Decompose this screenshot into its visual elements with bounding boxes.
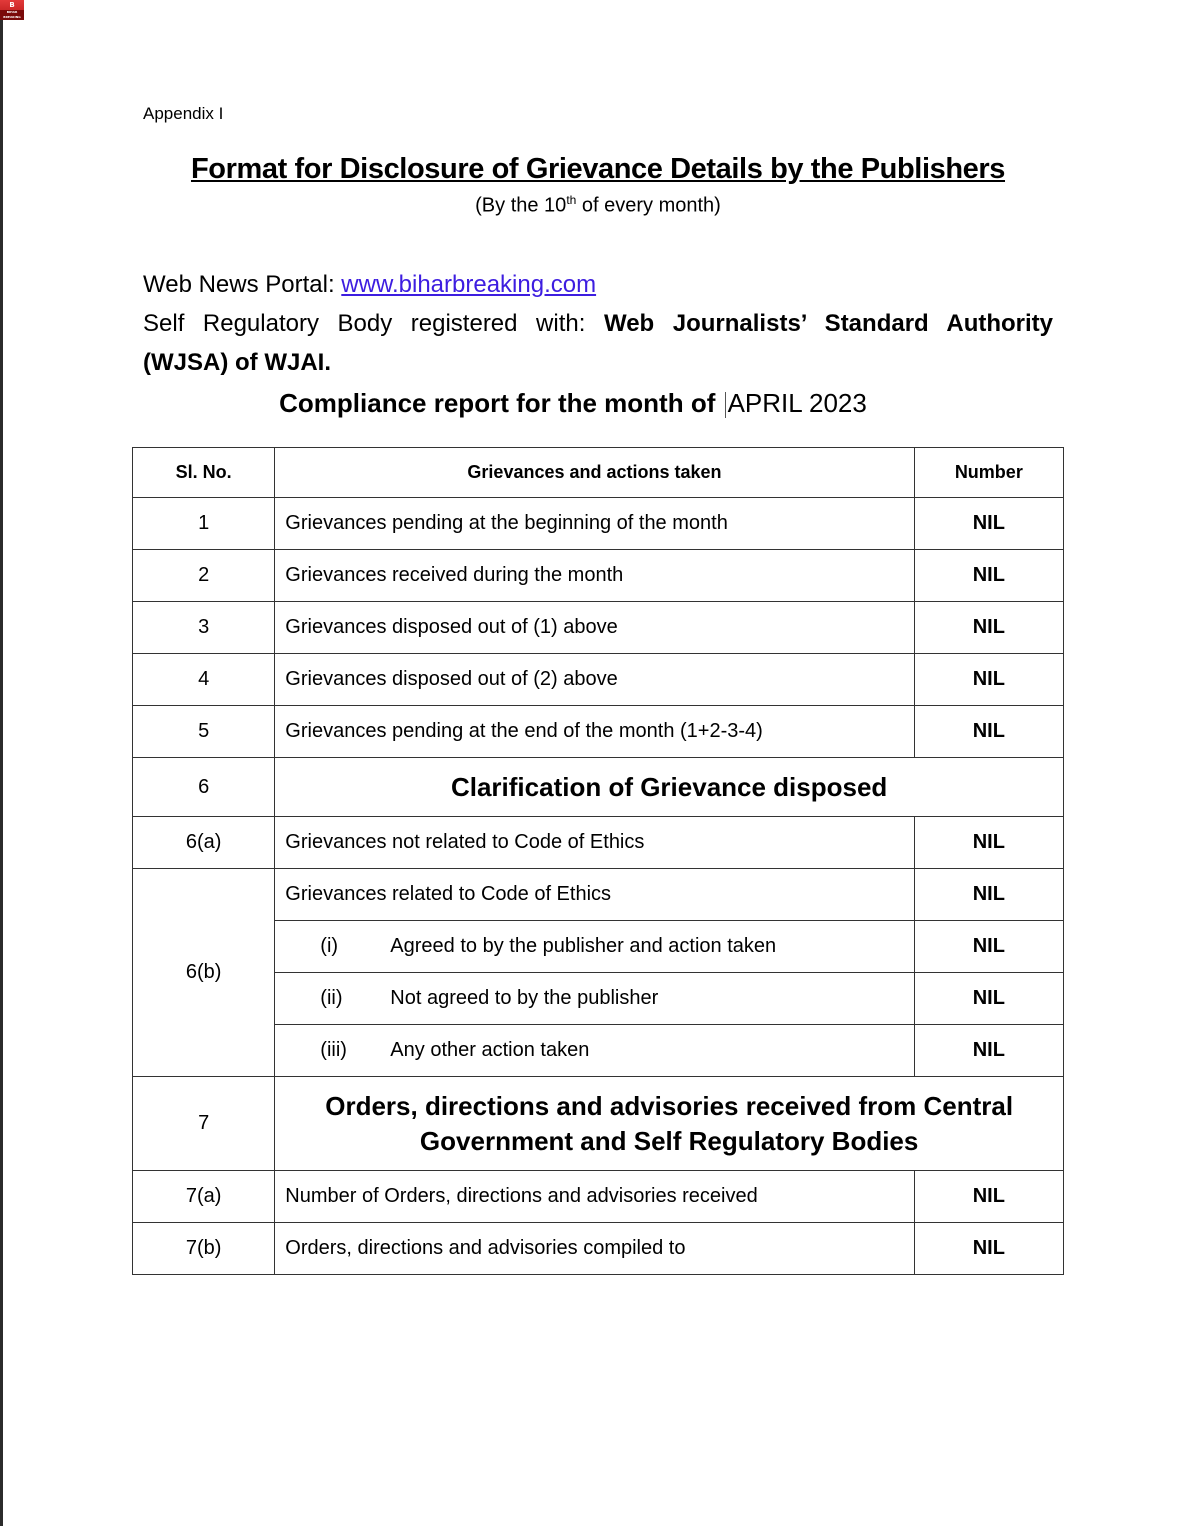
row-num: NIL xyxy=(914,550,1063,602)
table-row xyxy=(133,706,1064,758)
row-desc: Number of Orders, directions and advisories received xyxy=(275,1171,914,1223)
row-sl: 1 xyxy=(133,498,275,550)
section-7-title xyxy=(275,1077,1064,1171)
subrow-text: Not agreed to by the publisher xyxy=(390,987,659,1009)
document-title: Format for Disclosure of Grievance Details by the Publishers xyxy=(190,153,1006,185)
section-6-sl: 6 xyxy=(133,758,275,817)
row-num: NIL xyxy=(914,706,1063,758)
self-regulatory-body-line xyxy=(143,310,1053,338)
row-num: NIL xyxy=(914,1025,1063,1077)
header-grievances: Grievances and actions taken xyxy=(275,448,914,498)
row-num: NIL xyxy=(914,921,1063,973)
row-sl: 7(a) xyxy=(133,1171,275,1223)
row-sl: 4 xyxy=(133,654,275,706)
row-num: NIL xyxy=(914,869,1063,921)
row-num: NIL xyxy=(914,1223,1063,1275)
document-subtitle xyxy=(0,193,1186,218)
row-num: NIL xyxy=(914,817,1063,869)
table-row-6a xyxy=(133,817,1064,869)
section-6-title: Clarification of Grievance disposed xyxy=(275,758,1064,817)
subtitle-sup: th xyxy=(566,193,577,207)
row-num: NIL xyxy=(914,654,1063,706)
row-sl: 2 xyxy=(133,550,275,602)
section-7-sl: 7 xyxy=(133,1077,275,1171)
row-desc: Grievances pending at the beginning of the month xyxy=(275,498,914,550)
row-desc: Grievances received during the month xyxy=(275,550,914,602)
row-sl: 5 xyxy=(133,706,275,758)
section-6-row xyxy=(133,758,1064,817)
subtitle-prefix: (By the 10 xyxy=(475,194,567,217)
row-sl: 6(b) xyxy=(133,869,275,1077)
row-sl: 7(b) xyxy=(133,1223,275,1275)
subrow-text: Any other action taken xyxy=(390,1039,590,1061)
subrow-text: Agreed to by the publisher and action taken xyxy=(390,935,777,957)
header-number: Number xyxy=(914,448,1063,498)
portal-link[interactable]: www.biharbreaking.com xyxy=(341,271,597,298)
appendix-label: Appendix I xyxy=(143,104,224,123)
srb-body-name: Web Journalists’ Standard Authority xyxy=(603,310,1054,337)
table-row-6b xyxy=(133,869,1064,921)
row-desc: Grievances disposed out of (1) above xyxy=(275,602,914,654)
subrow-desc xyxy=(275,921,914,973)
web-news-portal xyxy=(143,271,596,299)
row-num: NIL xyxy=(914,498,1063,550)
row-desc: Grievances disposed out of (2) above xyxy=(275,654,914,706)
srb-body-name-cont: (WJSA) of WJAI. xyxy=(143,349,331,376)
portal-label: Web News Portal: xyxy=(143,271,342,298)
row-sl: 6(a) xyxy=(133,817,275,869)
subrow-desc xyxy=(275,973,914,1025)
row-num: NIL xyxy=(914,1171,1063,1223)
site-logo xyxy=(0,0,24,20)
row-desc: Grievances related to Code of Ethics xyxy=(275,869,914,921)
subrow-numeral: (iii) xyxy=(320,1039,347,1061)
row-sl: 3 xyxy=(133,602,275,654)
table-row xyxy=(133,498,1064,550)
subrow-desc xyxy=(275,1025,914,1077)
section-7-title-line1: Orders, directions and advisories received from Central xyxy=(325,1090,1014,1121)
compliance-label: Compliance report for the month of xyxy=(279,388,723,418)
section-7-row xyxy=(133,1077,1064,1171)
subtitle-suffix: of every month) xyxy=(576,194,721,217)
subrow-numeral: (i) xyxy=(320,935,339,957)
compliance-heading xyxy=(0,388,1146,419)
table-row-7b xyxy=(133,1223,1064,1275)
table-row xyxy=(133,654,1064,706)
grievance-table xyxy=(132,447,1064,1275)
table-row xyxy=(133,550,1064,602)
table-header-row xyxy=(133,448,1064,498)
row-num: NIL xyxy=(914,973,1063,1025)
table-row xyxy=(133,602,1064,654)
row-desc: Grievances not related to Code of Ethics xyxy=(275,817,914,869)
compliance-month: APRIL 2023 xyxy=(727,388,867,418)
logo-caption: BIHAR BREAKING xyxy=(0,10,24,20)
subrow-numeral: (ii) xyxy=(320,987,343,1009)
row-num: NIL xyxy=(914,602,1063,654)
srb-label: Self Regulatory Body registered with: xyxy=(143,310,604,337)
row-desc: Orders, directions and advisories compiled to xyxy=(275,1223,914,1275)
header-sl-no: Sl. No. xyxy=(133,448,275,498)
section-7-title-line2: Government and Self Regulatory Bodies xyxy=(419,1125,919,1156)
logo-letter: B xyxy=(9,1,15,9)
row-desc: Grievances pending at the end of the month (1+2-3-4) xyxy=(275,706,914,758)
text-cursor xyxy=(725,392,726,418)
table-row-7a xyxy=(133,1171,1064,1223)
page-left-edge xyxy=(0,0,3,1526)
